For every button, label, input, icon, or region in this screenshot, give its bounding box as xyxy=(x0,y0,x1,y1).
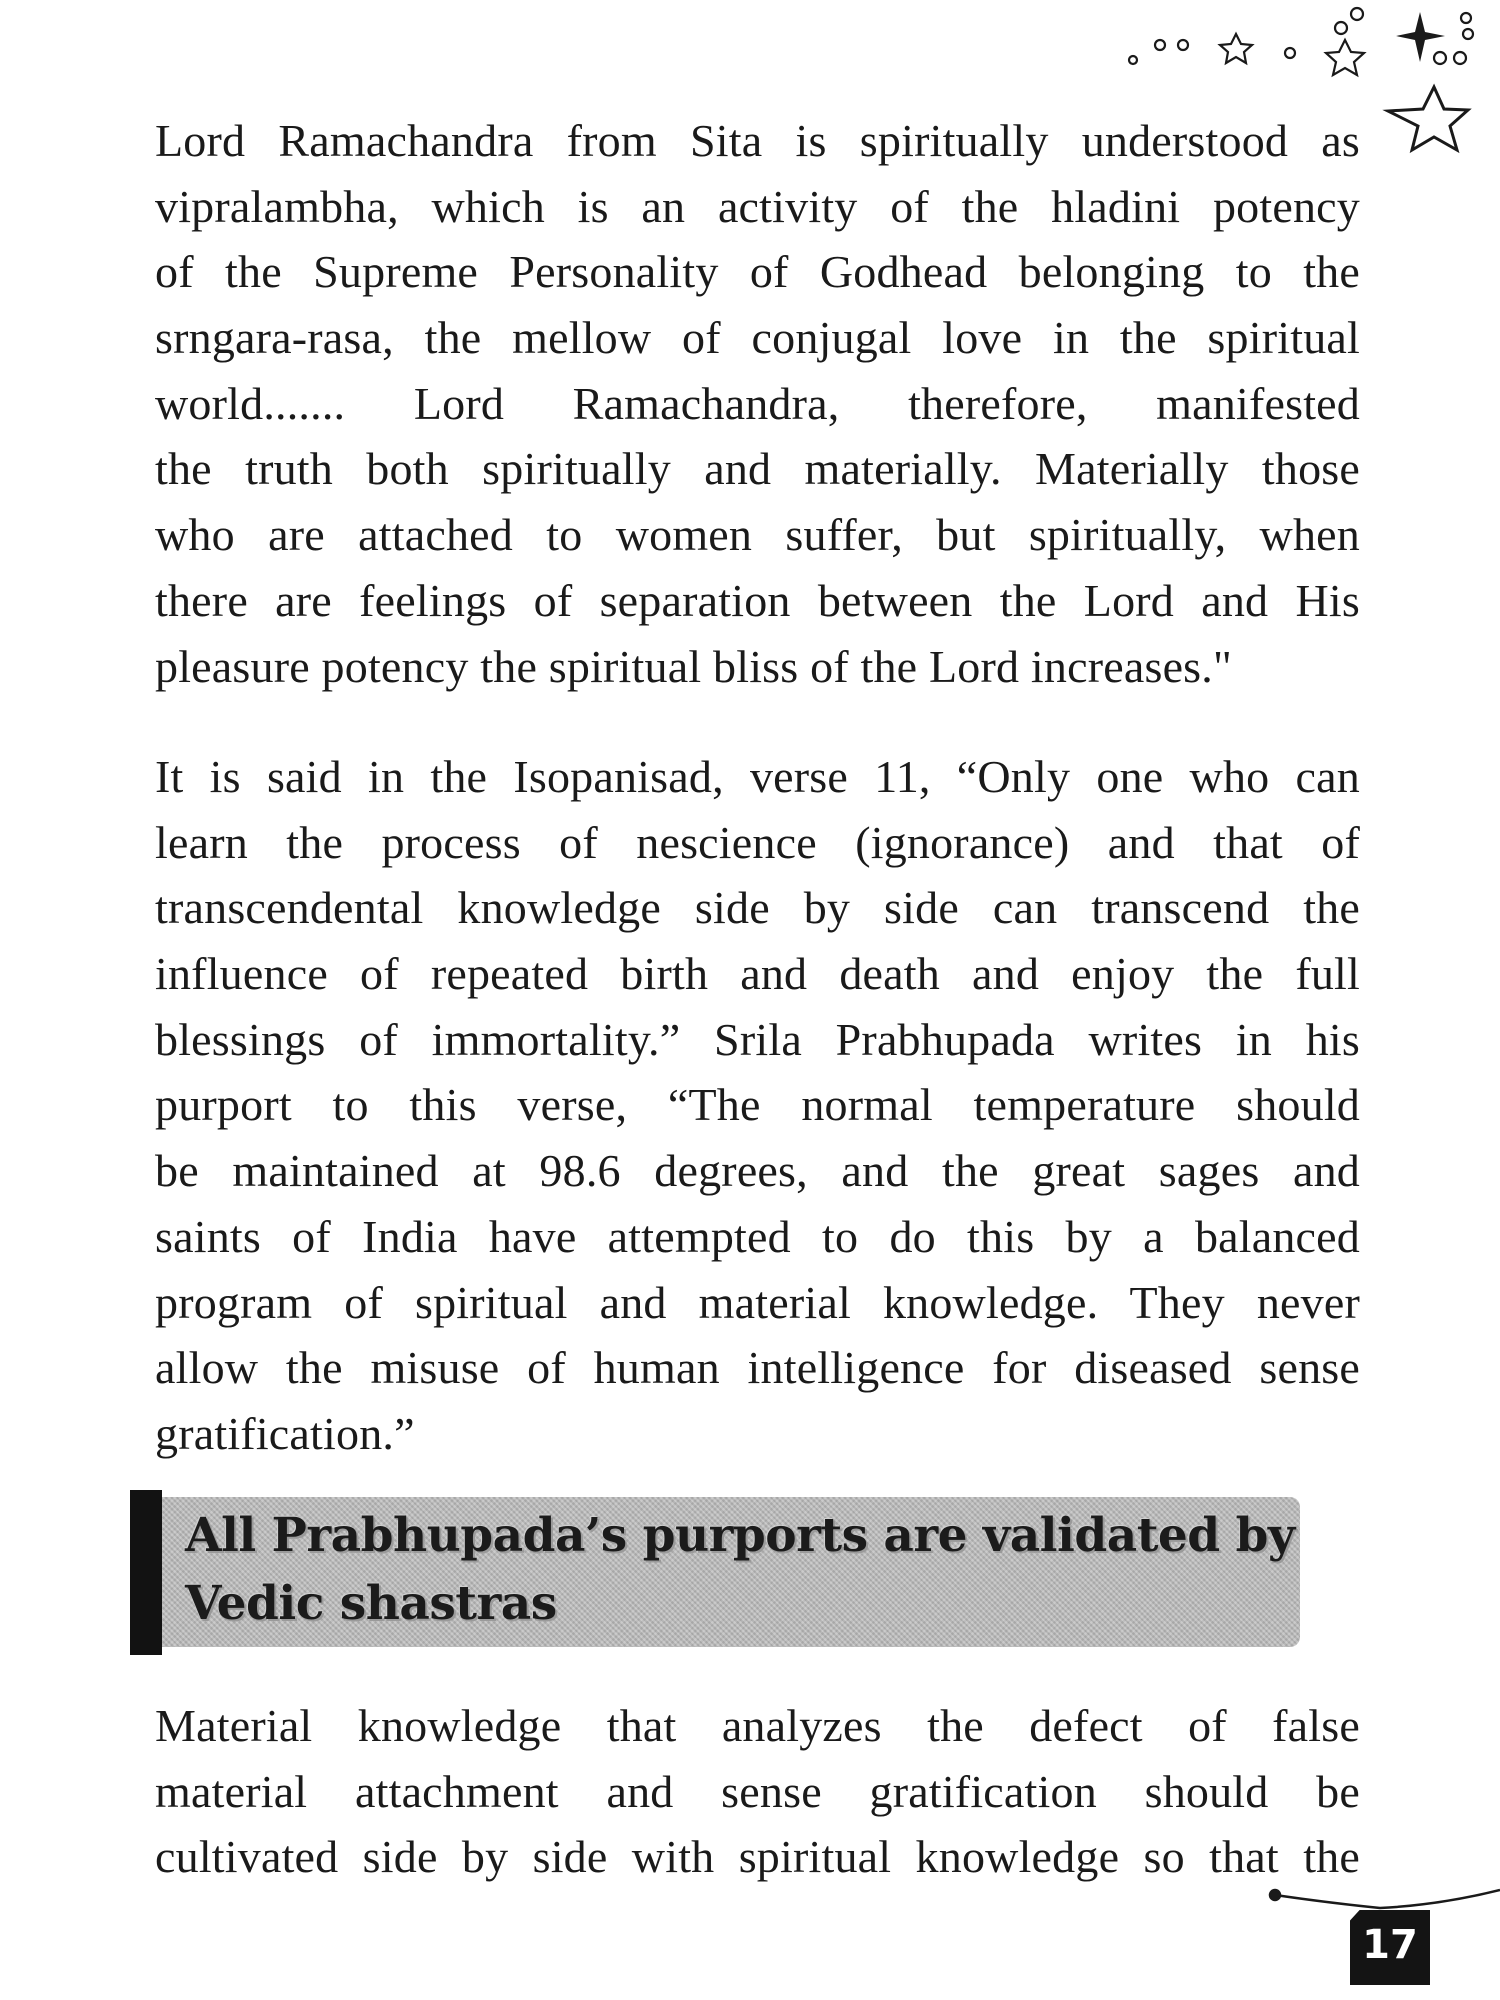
large-star-outline-icon xyxy=(1388,87,1468,150)
text-line: program of spiritual and material knowledge. They never xyxy=(155,1276,1360,1328)
text-line: be maintained at 98.6 degrees, and the great sages and xyxy=(155,1145,1360,1197)
text-line: vipralambha, which is an activity of the hladini potency xyxy=(155,180,1360,232)
text-line: transcendental knowledge side by side can transcend the xyxy=(155,882,1360,934)
page-number-thread xyxy=(1270,1890,1500,1908)
small-circle-icon xyxy=(1285,48,1295,58)
text-line: blessings of immortality.” Srila Prabhupada writes in his xyxy=(155,1013,1360,1065)
text-line: Lord Ramachandra from Sita is spiritually understood as xyxy=(155,115,1360,166)
text-line: learn the process of nescience (ignorance) and that of xyxy=(155,816,1360,868)
small-circle-icon xyxy=(1351,8,1363,20)
section-heading-line: Vedic shastras xyxy=(185,1576,557,1631)
small-circle-icon xyxy=(1178,40,1188,50)
small-circle-icon xyxy=(1463,29,1473,39)
text-line: influence of repeated birth and death and enjoy the full xyxy=(155,948,1360,1000)
small-circle-icon xyxy=(1129,56,1137,64)
star-outline-icon xyxy=(1326,40,1364,75)
text-line: of the Supreme Personality of Godhead belonging to the xyxy=(155,246,1360,298)
text-line: the truth both spiritually and materially. Materially those xyxy=(155,443,1360,495)
text-line: world....... Lord Ramachandra, therefore, manifested xyxy=(155,377,1360,429)
section-heading-bar xyxy=(130,1490,162,1655)
text-line: pleasure potency the spiritual bliss of the Lord increases." xyxy=(155,640,1232,692)
small-circle-icon xyxy=(1335,22,1347,34)
paragraph-material-knowledge xyxy=(155,1693,1360,1890)
text-line: there are feelings of separation between the Lord and His xyxy=(155,574,1360,626)
text-line: gratification.” xyxy=(155,1407,415,1459)
text-line: It is said in the Isopanisad, verse 11, “Only one who can xyxy=(155,751,1360,802)
text-line: material attachment and sense gratification should be xyxy=(155,1765,1360,1817)
text-line: cultivated side by side with spiritual knowledge so that the xyxy=(155,1831,1360,1883)
page-number: 17 xyxy=(1362,1922,1418,1968)
text-line: Material knowledge that analyzes the defect of false xyxy=(155,1700,1360,1751)
section-heading-line: All Prabhupada’s purports are validated by xyxy=(185,1508,1295,1563)
paragraph-quote-continuation xyxy=(155,108,1360,699)
small-circle-icon xyxy=(1155,40,1165,50)
text-line: purport to this verse, “The normal temperature should xyxy=(155,1079,1360,1131)
text-line: who are attached to women suffer, but spiritually, when xyxy=(155,509,1360,561)
text-line: srngara-rasa, the mellow of conjugal love in the spiritual xyxy=(155,312,1360,364)
small-circle-icon xyxy=(1434,52,1446,64)
text-line: saints of India have attempted to do this by a balanced xyxy=(155,1210,1360,1262)
sparkle-star-icon xyxy=(1396,12,1445,62)
star-outline-icon xyxy=(1220,34,1252,63)
small-circle-icon xyxy=(1461,13,1471,23)
small-circle-icon xyxy=(1454,52,1466,64)
text-line: allow the misuse of human intelligence for diseased sense xyxy=(155,1342,1360,1394)
paragraph-isopanisad xyxy=(155,744,1360,1467)
section-heading xyxy=(185,1502,1295,1638)
